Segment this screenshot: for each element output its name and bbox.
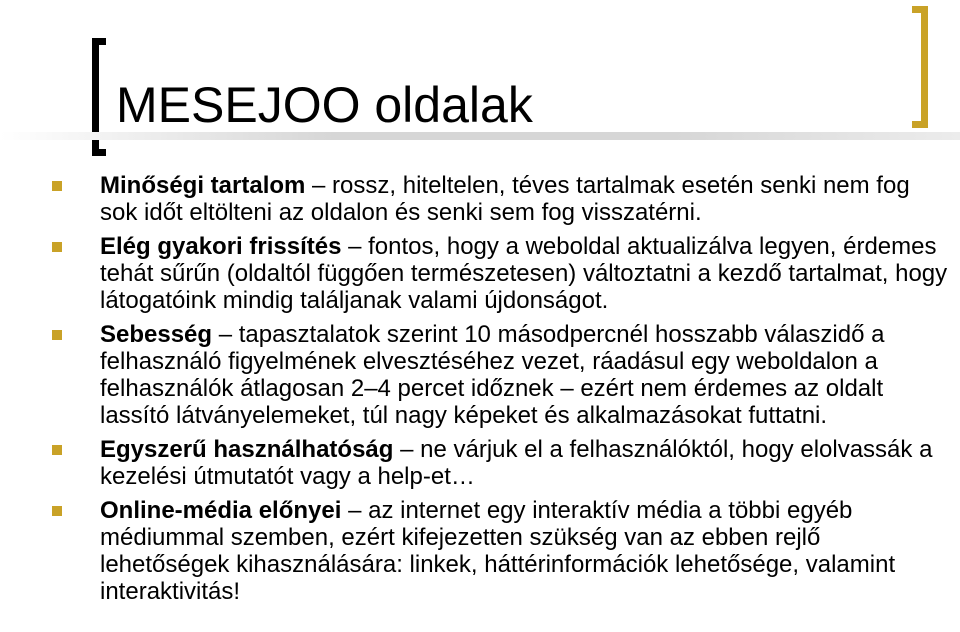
square-bullet-icon — [52, 330, 62, 340]
bullet-text: rossz, hiteltelen, téves tartalmak esetén senki nem fog sok időt eltölteni az oldalon és senki sem fog visszatérni. — [100, 172, 910, 226]
bullet-separator: – — [341, 233, 369, 260]
bullet-item-refresh — [52, 233, 952, 314]
bullet-term: Sebesség — [100, 321, 213, 348]
bullet-separator: – — [341, 497, 369, 524]
bullet-item-quality — [52, 172, 952, 226]
bullet-separator: – — [305, 172, 333, 199]
bullet-text: fontos, hogy a weboldal aktualizálva legyen, érdemes tehát sűrűn (oldaltól függően természetesen) változtatni a kezdő tartalmat, hogy látogatóink mindig találjanak valami újdonságot. — [100, 233, 948, 314]
bullet-item-online-media — [52, 497, 952, 605]
bullet-text: ne várjuk el a felhasználóktól, hogy elolvassák a kezelési útmutatót vagy a help-et… — [100, 436, 933, 490]
bullet-separator: – — [212, 321, 239, 348]
bullet-list — [52, 172, 952, 612]
bullet-term: Online-média előnyei — [100, 497, 342, 524]
bullet-term: Egyszerű használhatóság — [100, 436, 394, 463]
bullet-item-speed — [52, 321, 952, 429]
bullet-text: az internet egy interaktív média a többi egyéb médiummal szemben, ezért kifejezetten szükség van az ebben rejlő lehetőségek kihasználására: linkek, háttérinformációk lehetősége, valamint interaktivitás! — [100, 497, 896, 605]
bullet-item-usability — [52, 436, 952, 490]
square-bullet-icon — [52, 445, 62, 455]
bullet-term: Elég gyakori frissítés — [100, 233, 342, 260]
bullet-text: tapasztalatok szerint 10 másodpercnél hosszabb válaszidő a felhasználó figyelmének elvesztéséhez vezet, ráadásul egy weboldalon a felhasználók átlagosan 2–4 percet időznek – ezért nem érdemes az oldalt lassító látványelemeket, túl nagy képeket és alkalmazásokat futtatni. — [100, 321, 885, 429]
square-bullet-icon — [52, 181, 62, 191]
slide-title: MESEJOO oldalak — [116, 77, 533, 133]
square-bullet-icon — [52, 506, 62, 516]
title-bracket-right — [912, 6, 928, 128]
bullet-term: Minőségi tartalom — [100, 172, 306, 199]
bullet-separator: – — [393, 436, 421, 463]
square-bullet-icon — [52, 242, 62, 252]
